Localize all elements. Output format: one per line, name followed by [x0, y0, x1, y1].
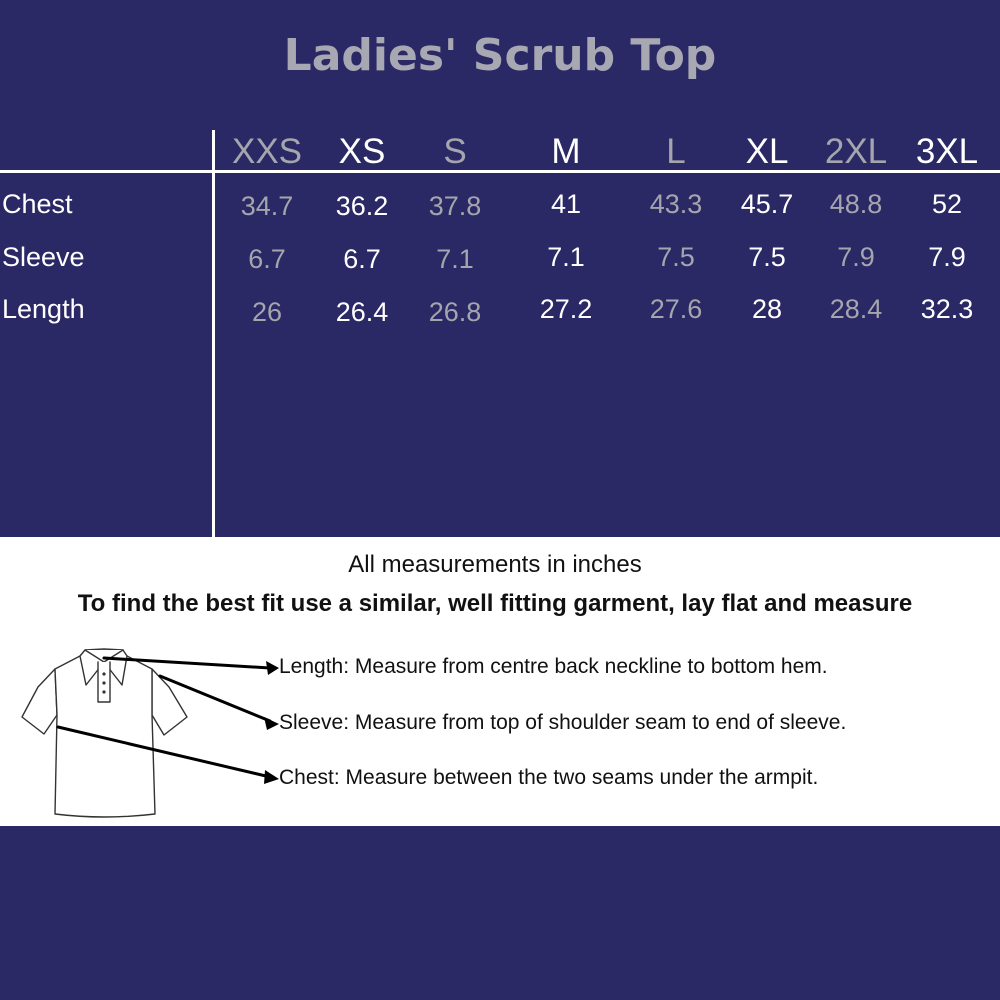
units-note: All measurements in inches: [348, 551, 642, 578]
table-cell: 7.1: [436, 244, 474, 274]
table-cell: 26.4: [335, 297, 389, 327]
table-cell: 26.8: [428, 297, 482, 327]
table-cell: 52: [931, 189, 963, 219]
table-cell: 27.6: [649, 294, 703, 324]
size-header-l: L: [666, 132, 686, 171]
table-cell: 45.7: [740, 189, 794, 219]
table-cell: 6.7: [343, 244, 381, 274]
page-title: Ladies' Scrub Top: [283, 30, 717, 81]
row-label-sleeve: Sleeve: [2, 242, 85, 272]
row-label-chest: Chest: [2, 189, 73, 219]
table-cell: 32.3: [920, 294, 974, 324]
table-cell: 7.1: [547, 242, 585, 272]
polo-shirt-icon: [0, 537, 290, 826]
table-cell: 28.4: [829, 294, 883, 324]
table-cell: 27.2: [539, 294, 593, 324]
table-cell: 37.8: [428, 191, 482, 221]
size-header-3xl: 3XL: [915, 132, 979, 171]
size-header-s: S: [443, 132, 467, 171]
table-cell: 43.3: [649, 189, 703, 219]
chest-instruction: Chest: Measure between the two seams under the armpit.: [279, 766, 819, 789]
table-cell: 6.7: [248, 244, 286, 274]
sleeve-instruction: Sleeve: Measure from top of shoulder seam to end of sleeve.: [279, 711, 847, 734]
table-cell: 7.9: [837, 242, 875, 272]
size-header-2xl: 2XL: [824, 132, 888, 171]
table-cell: 36.2: [335, 191, 389, 221]
table-cell: 26: [251, 297, 283, 327]
table-cell: 41: [550, 189, 582, 219]
size-header-m: M: [551, 132, 581, 171]
fit-tip: To find the best fit use a similar, well fitting garment, lay flat and measure: [77, 590, 913, 617]
table-cell: 48.8: [829, 189, 883, 219]
table-cell: 7.9: [928, 242, 966, 272]
table-cell: 7.5: [748, 242, 786, 272]
row-label-length: Length: [2, 294, 85, 324]
table-cell: 7.5: [657, 242, 695, 272]
table-cell: 28: [751, 294, 783, 324]
length-instruction: Length: Measure from centre back neckline to bottom hem.: [279, 655, 828, 678]
size-header-xl: XL: [745, 132, 789, 171]
measuring-guide-panel: [0, 537, 1000, 826]
table-cell: 34.7: [240, 191, 294, 221]
size-header-xs: XS: [338, 132, 386, 171]
size-header-xxs: XXS: [231, 132, 303, 171]
